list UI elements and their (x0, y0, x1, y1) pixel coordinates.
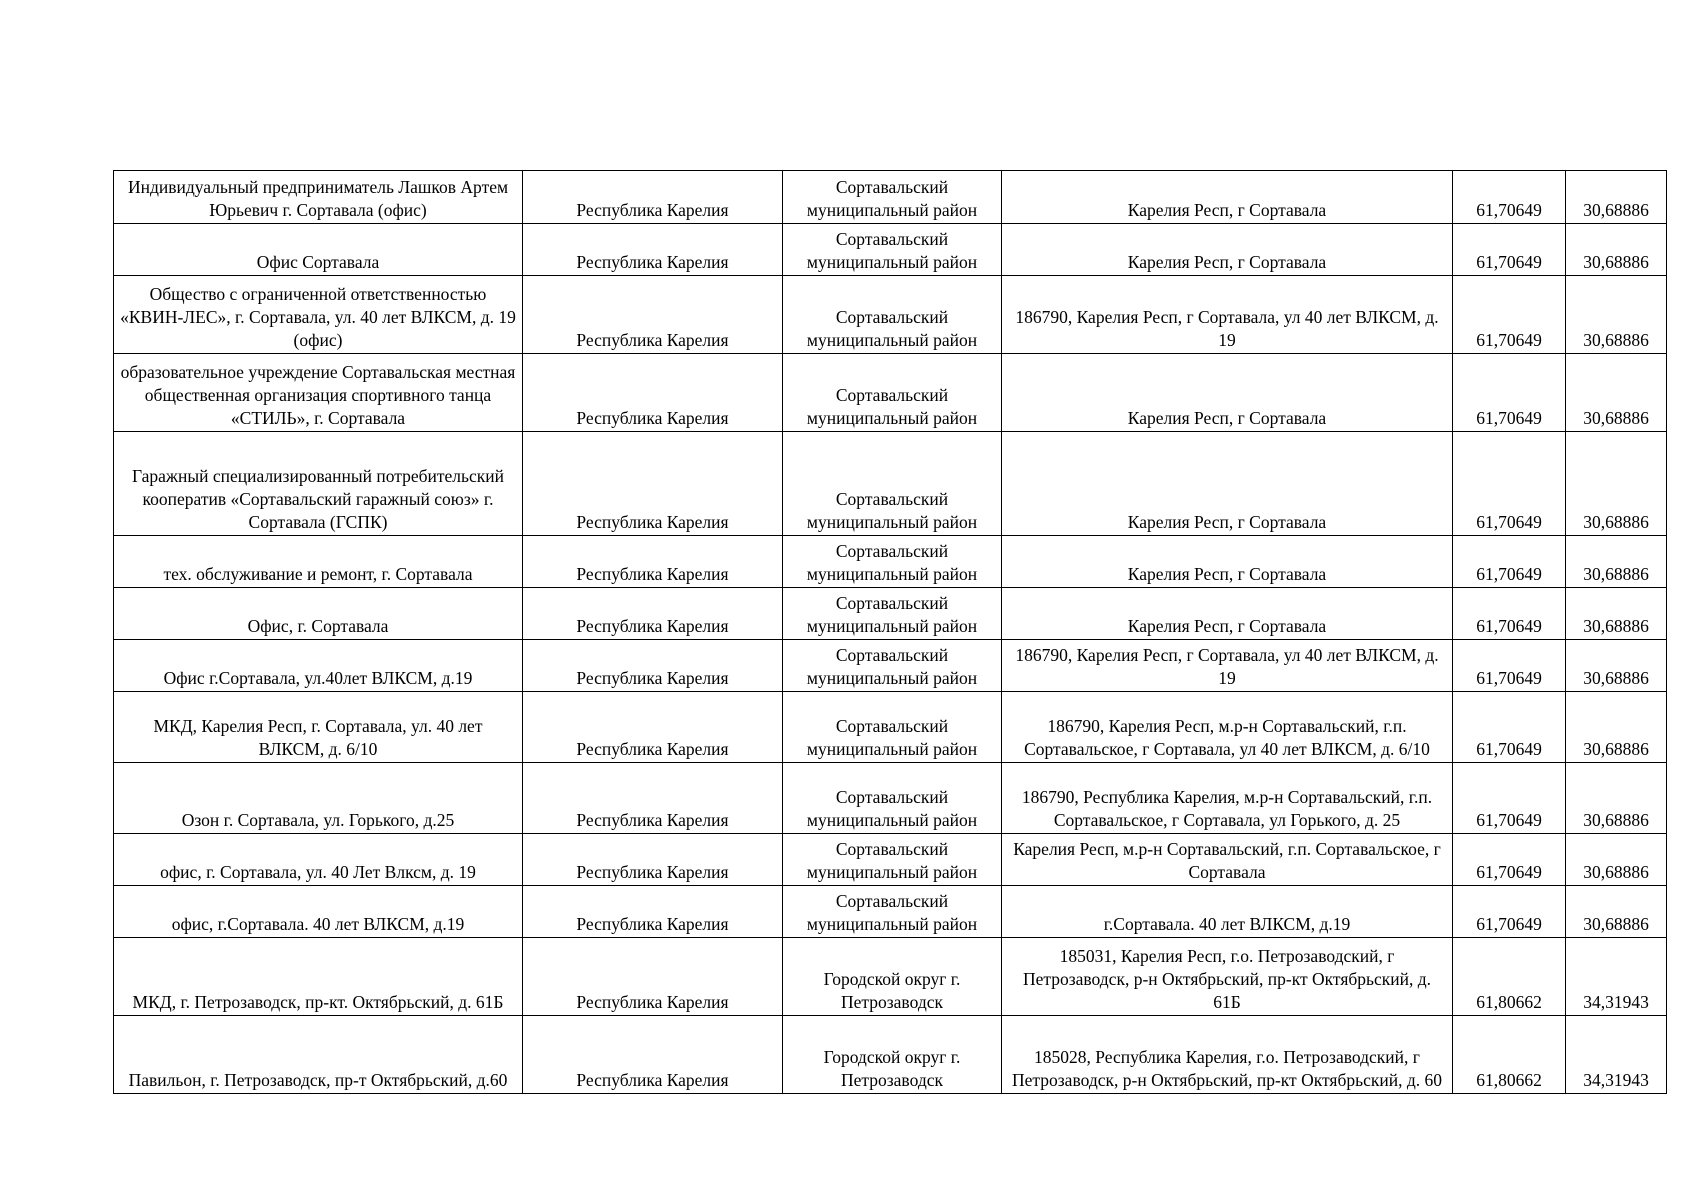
address-cell: Карелия Респ, г Сортавала (1002, 588, 1453, 640)
table-row (114, 171, 1667, 224)
table-row (114, 354, 1667, 432)
table-row (114, 432, 1667, 536)
latitude-cell: 61,70649 (1453, 588, 1566, 640)
org-name-cell: тех. обслуживание и ремонт, г. Сортавала (114, 536, 523, 588)
district-cell: Сортавальский муниципальный район (783, 763, 1002, 834)
address-cell: г.Сортавала. 40 лет ВЛКСМ, д.19 (1002, 886, 1453, 938)
region-cell: Республика Карелия (523, 432, 783, 536)
address-cell: 186790, Республика Карелия, м.р-н Сортавальский, г.п. Сортавальское, г Сортавала, ул Горького, д. 25 (1002, 763, 1453, 834)
address-cell: Карелия Респ, г Сортавала (1002, 536, 1453, 588)
org-name-cell: МКД, Карелия Респ, г. Сортавала, ул. 40 лет ВЛКСМ, д. 6/10 (114, 692, 523, 763)
district-cell: Городской округ г. Петрозаводск (783, 1016, 1002, 1094)
longitude-cell: 30,68886 (1566, 224, 1667, 276)
address-cell: 185028, Республика Карелия, г.о. Петрозаводский, г Петрозаводск, р-н Октябрьский, пр-кт Октябрьский, д. 60 (1002, 1016, 1453, 1094)
latitude-cell: 61,70649 (1453, 536, 1566, 588)
region-cell: Республика Карелия (523, 536, 783, 588)
org-name-cell: Офис, г. Сортавала (114, 588, 523, 640)
district-cell: Сортавальский муниципальный район (783, 536, 1002, 588)
region-cell: Республика Карелия (523, 588, 783, 640)
region-cell: Республика Карелия (523, 692, 783, 763)
region-cell: Республика Карелия (523, 1016, 783, 1094)
locations-table (113, 170, 1667, 1094)
region-cell: Республика Карелия (523, 886, 783, 938)
longitude-cell: 30,68886 (1566, 886, 1667, 938)
longitude-cell: 30,68886 (1566, 763, 1667, 834)
latitude-cell: 61,80662 (1453, 938, 1566, 1016)
address-cell: Карелия Респ, г Сортавала (1002, 224, 1453, 276)
longitude-cell: 34,31943 (1566, 938, 1667, 1016)
table-row (114, 692, 1667, 763)
address-cell: Карелия Респ, г Сортавала (1002, 171, 1453, 224)
table-row (114, 640, 1667, 692)
district-cell: Сортавальский муниципальный район (783, 640, 1002, 692)
table-row (114, 763, 1667, 834)
longitude-cell: 30,68886 (1566, 692, 1667, 763)
org-name-cell: Гаражный специализированный потребительский кооператив «Сортавальский гаражный союз» г. Сортавала (ГСПК) (114, 432, 523, 536)
region-cell: Республика Карелия (523, 171, 783, 224)
address-cell: 185031, Карелия Респ, г.о. Петрозаводский, г Петрозаводск, р-н Октябрьский, пр-кт Октябрьский, д. 61Б (1002, 938, 1453, 1016)
longitude-cell: 30,68886 (1566, 588, 1667, 640)
district-cell: Сортавальский муниципальный район (783, 171, 1002, 224)
org-name-cell: офис, г. Сортавала, ул. 40 Лет Влксм, д. 19 (114, 834, 523, 886)
latitude-cell: 61,70649 (1453, 640, 1566, 692)
longitude-cell: 30,68886 (1566, 354, 1667, 432)
address-cell: Карелия Респ, м.р-н Сортавальский, г.п. Сортавальское, г Сортавала (1002, 834, 1453, 886)
latitude-cell: 61,70649 (1453, 354, 1566, 432)
address-cell: 186790, Карелия Респ, м.р-н Сортавальский, г.п. Сортавальское, г Сортавала, ул 40 лет ВЛКСМ, д. 6/10 (1002, 692, 1453, 763)
district-cell: Городской округ г. Петрозаводск (783, 938, 1002, 1016)
table-row (114, 224, 1667, 276)
district-cell: Сортавальский муниципальный район (783, 224, 1002, 276)
district-cell: Сортавальский муниципальный район (783, 588, 1002, 640)
org-name-cell: МКД, г. Петрозаводск, пр-кт. Октябрьский, д. 61Б (114, 938, 523, 1016)
latitude-cell: 61,70649 (1453, 224, 1566, 276)
latitude-cell: 61,70649 (1453, 171, 1566, 224)
org-name-cell: Общество с ограниченной ответственностью «КВИН-ЛЕС», г. Сортавала, ул. 40 лет ВЛКСМ, д. 19 (офис) (114, 276, 523, 354)
address-cell: 186790, Карелия Респ, г Сортавала, ул 40 лет ВЛКСМ, д. 19 (1002, 276, 1453, 354)
address-cell: Карелия Респ, г Сортавала (1002, 432, 1453, 536)
longitude-cell: 30,68886 (1566, 171, 1667, 224)
table-row (114, 886, 1667, 938)
org-name-cell: Озон г. Сортавала, ул. Горького, д.25 (114, 763, 523, 834)
latitude-cell: 61,70649 (1453, 692, 1566, 763)
district-cell: Сортавальский муниципальный район (783, 886, 1002, 938)
longitude-cell: 30,68886 (1566, 536, 1667, 588)
region-cell: Республика Карелия (523, 763, 783, 834)
table-row (114, 1016, 1667, 1094)
table-row (114, 938, 1667, 1016)
table-row (114, 536, 1667, 588)
region-cell: Республика Карелия (523, 224, 783, 276)
org-name-cell: Офис Сортавала (114, 224, 523, 276)
longitude-cell: 30,68886 (1566, 834, 1667, 886)
region-cell: Республика Карелия (523, 834, 783, 886)
region-cell: Республика Карелия (523, 938, 783, 1016)
latitude-cell: 61,80662 (1453, 1016, 1566, 1094)
district-cell: Сортавальский муниципальный район (783, 834, 1002, 886)
org-name-cell: офис, г.Сортавала. 40 лет ВЛКСМ, д.19 (114, 886, 523, 938)
org-name-cell: Офис г.Сортавала, ул.40лет ВЛКСМ, д.19 (114, 640, 523, 692)
longitude-cell: 30,68886 (1566, 432, 1667, 536)
table-row (114, 834, 1667, 886)
address-cell: Карелия Респ, г Сортавала (1002, 354, 1453, 432)
district-cell: Сортавальский муниципальный район (783, 692, 1002, 763)
longitude-cell: 30,68886 (1566, 276, 1667, 354)
region-cell: Республика Карелия (523, 354, 783, 432)
table-row (114, 276, 1667, 354)
longitude-cell: 34,31943 (1566, 1016, 1667, 1094)
latitude-cell: 61,70649 (1453, 432, 1566, 536)
latitude-cell: 61,70649 (1453, 276, 1566, 354)
longitude-cell: 30,68886 (1566, 640, 1667, 692)
latitude-cell: 61,70649 (1453, 886, 1566, 938)
latitude-cell: 61,70649 (1453, 763, 1566, 834)
table-body (114, 171, 1667, 1094)
latitude-cell: 61,70649 (1453, 834, 1566, 886)
address-cell: 186790, Карелия Респ, г Сортавала, ул 40 лет ВЛКСМ, д. 19 (1002, 640, 1453, 692)
table-row (114, 588, 1667, 640)
region-cell: Республика Карелия (523, 276, 783, 354)
district-cell: Сортавальский муниципальный район (783, 276, 1002, 354)
region-cell: Республика Карелия (523, 640, 783, 692)
org-name-cell: Павильон, г. Петрозаводск, пр-т Октябрьский, д.60 (114, 1016, 523, 1094)
district-cell: Сортавальский муниципальный район (783, 354, 1002, 432)
district-cell: Сортавальский муниципальный район (783, 432, 1002, 536)
org-name-cell: образовательное учреждение Сортавальская местная общественная организация спортивного танца «СТИЛЬ», г. Сортавала (114, 354, 523, 432)
org-name-cell: Индивидуальный предприниматель Лашков Артем Юрьевич г. Сортавала (офис) (114, 171, 523, 224)
